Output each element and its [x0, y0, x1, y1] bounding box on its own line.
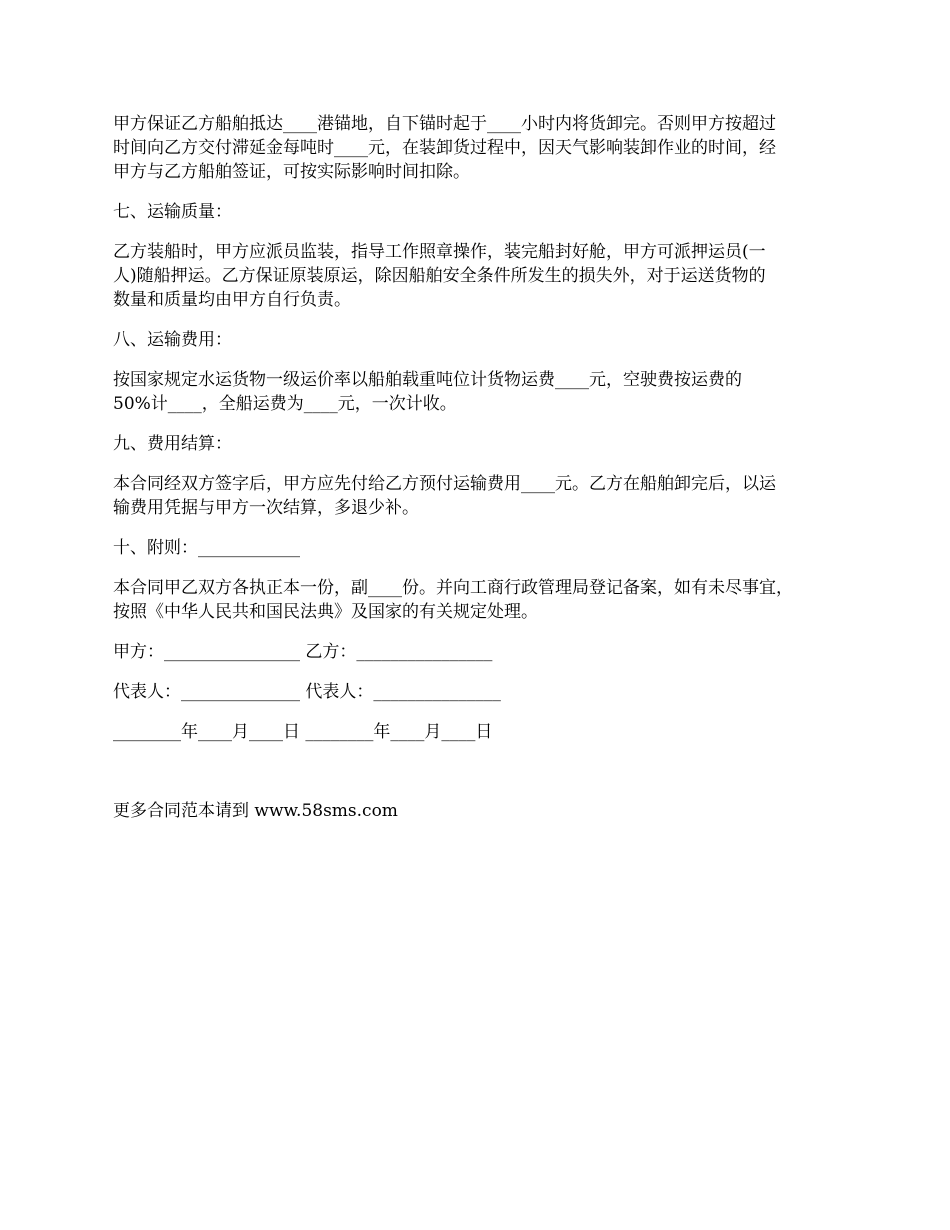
text-line: 八、运输费用：: [113, 330, 232, 350]
clause-8-heading: [113, 328, 848, 352]
text-line: 乙方装船时，甲方应派员监装，指导工作照章操作，装完船封好舱，甲方可派押运员(一: [113, 242, 766, 262]
text-line: 本合同经双方签字后，甲方应先付给乙方预付运输费用____元。乙方在船舶卸完后，以运: [113, 474, 776, 494]
text-line: 甲方：________________ 乙方：________________: [113, 642, 493, 662]
text-line: 甲方保证乙方船舶抵达____港锚地，自下锚时起于____小时内将货卸完。否则甲方按超过: [113, 114, 776, 134]
text-line: 本合同甲乙双方各执正本一份，副____份。并向工商行政管理局登记备案，如有未尽事宜，: [113, 578, 793, 598]
signature-parties: [113, 640, 848, 664]
text-line: 代表人：______________ 代表人：_______________: [113, 682, 501, 702]
text-line: 按照《中华人民共和国民法典》及国家的有关规定处理。: [113, 602, 538, 622]
clause-6-body: [113, 112, 848, 184]
text-line: 50%计____，全船运费为____元，一次计收。: [113, 394, 457, 414]
clause-8-body: [113, 368, 848, 416]
text-line: 十、附则：____________: [113, 538, 300, 558]
text-line: 九、费用结算：: [113, 434, 232, 454]
clause-9-body: [113, 472, 848, 520]
text-line: 输费用凭据与甲方一次结算，多退少补。: [113, 498, 419, 518]
text-line: 甲方与乙方船舶签证，可按实际影响时间扣除。: [113, 162, 470, 182]
footer-link-text: 更多合同范本请到 www.58sms.com: [113, 801, 398, 821]
text-line: 数量和质量均由甲方自行负责。: [113, 290, 351, 310]
text-line: ________年____月____日 ________年____月____日: [113, 722, 493, 742]
text-line: 人)随船押运。乙方保证原装原运，除因船舶安全条件所发生的损失外，对于运送货物的: [113, 266, 766, 286]
signature-representatives: [113, 680, 848, 704]
text-line: 七、运输质量：: [113, 202, 232, 222]
clause-10-body: [113, 576, 848, 624]
signature-dates: [113, 720, 848, 744]
clause-7-heading: [113, 200, 848, 224]
text-line: 时间向乙方交付滞延金每吨时____元，在装卸货过程中，因天气影响装卸作业的时间，经: [113, 138, 776, 158]
clause-10-heading: [113, 536, 848, 560]
text-line: 按国家规定水运货物一级运价率以船舶载重吨位计货物运费____元，空驶费按运费的: [113, 370, 742, 390]
clause-9-heading: [113, 432, 848, 456]
document-body: [113, 112, 848, 839]
paragraph-list: [113, 112, 848, 744]
clause-7-body: [113, 240, 848, 312]
